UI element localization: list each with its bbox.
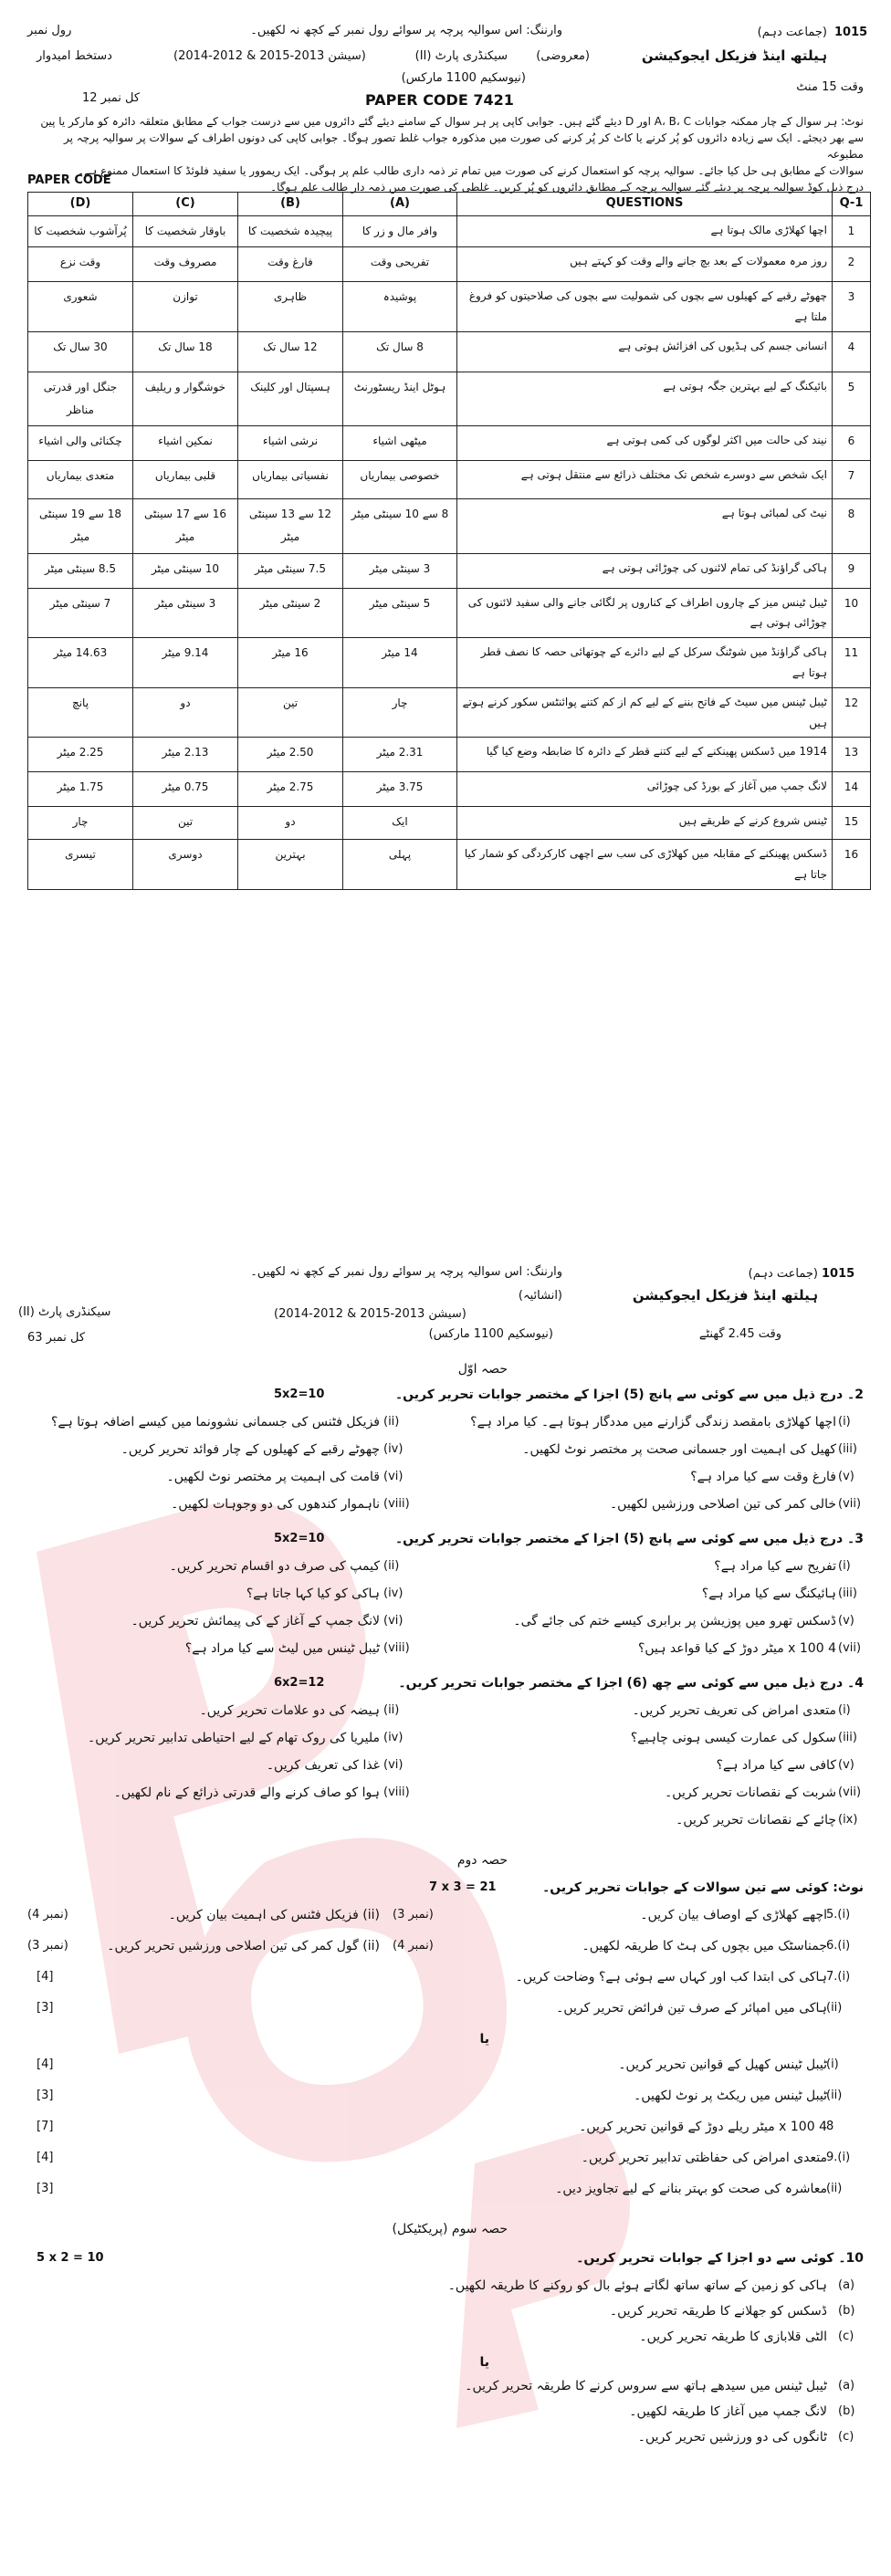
question-number: 12 <box>833 687 871 738</box>
q2-item-text: خالی کمر کی تین اصلاحی ورزشیں لکھیں۔ <box>609 1497 836 1512</box>
option-d: چکنائی والی اشیاء <box>28 426 133 461</box>
mcq-row <box>28 687 871 738</box>
q2-item-text: کھیل کی اہمیت اور جسمانی صحت پر مختصر نوٹ لکھیں۔ <box>522 1442 836 1457</box>
question-text: ٹیبل ٹینس میز کے چاروں اطراف کے کناروں پر لگائی جانے والی سفید لائنوں کی چوڑائی ہوتی ہے <box>457 588 833 638</box>
q4-item-number: (ix) <box>838 1813 858 1827</box>
paper1-code-small: PAPER CODE <box>27 173 111 187</box>
question-text: ایک شخص سے دوسرے شخص تک مختلف ذرائع سے منتقل ہوتی ہے <box>457 461 833 499</box>
q10-item-text: لانگ جمپ میں آغاز کا طریقہ لکھیں۔ <box>629 2404 827 2419</box>
q4-item-number: (v) <box>838 1758 854 1772</box>
q4-item-number: (iii) <box>838 1731 857 1744</box>
q3-item-text: ڈسکس تھرو میں پوزیشن پر برابری کیسے ختم کی جائے گی۔ <box>513 1614 836 1628</box>
q3-item-text: کیمپ کی صرف دو اقسام تحریر کریں۔ <box>169 1559 380 1574</box>
q3-item-number: (viii) <box>383 1641 410 1655</box>
mcq-header-row <box>28 193 871 216</box>
q3-item-number: (iv) <box>383 1586 404 1600</box>
question-text: انسانی جسم کی ہڈیوں کی افزائش ہوتی ہے <box>457 331 833 372</box>
q10-item-number: (b) <box>838 2304 855 2318</box>
question-number: 10 <box>833 588 871 638</box>
col-d-header: (D) <box>28 193 133 216</box>
option-b: نفسیاتی بیماریاں <box>238 461 343 499</box>
long-item-text: ہاکی میں امپائر کے صرف تین فرائض تحریر کریں۔ <box>556 2001 827 2016</box>
option-d: 7 سینٹی میٹر <box>28 588 133 638</box>
q3-item-number: (v) <box>838 1614 854 1628</box>
q4-item-text: ہوا کو صاف کرنے والے قدرتی ذرائع کے نام لکھیں۔ <box>113 1785 380 1800</box>
col-qnum-header: Q-1 <box>833 193 871 216</box>
q10-item-text: ٹانگوں کی دو ورزشیں تحریر کریں۔ <box>637 2430 827 2445</box>
q4-item-text: ملیریا کی روک تھام کے لیے احتیاطی تدابیر تحریر کریں۔ <box>87 1731 380 1745</box>
option-c: 10 سینٹی میٹر <box>133 553 238 588</box>
option-a: 8 سال تک <box>343 331 457 372</box>
paper1-marks: (نیوسکیم 1100 مارکس) <box>401 71 526 85</box>
long-item-text: اچھے کھلاڑی کے اوصاف بیان کریں۔ <box>640 1908 827 1922</box>
option-a: خصوصی بیماریاں <box>343 461 457 499</box>
long-item-number: (i) <box>826 2058 839 2071</box>
q3-item-text: ٹیبل ٹینس میں لیٹ سے کیا مراد ہے؟ <box>184 1641 380 1656</box>
long-item-marks-2: (4 نمبر) <box>27 1908 68 1922</box>
long-item-number: (ii) <box>826 2182 843 2195</box>
option-b: 16 میٹر <box>238 638 343 688</box>
q10-item-number: (b) <box>838 2404 855 2418</box>
paper1-code-label: PAPER CODE 7421 <box>365 91 514 109</box>
question-number: 2 <box>833 247 871 282</box>
long-note: نوٹ: کوئی سے تین سوالات کے جوابات تحریر کریں۔ <box>542 1880 864 1895</box>
option-b: 12 سے 13 سینٹی میٹر <box>238 499 343 553</box>
q2-item-text: ناہموار کندھوں کی دو وجوہات لکھیں۔ <box>171 1497 380 1512</box>
option-a: ہوٹل اینڈ ریسٹورنٹ <box>343 372 457 425</box>
option-c: 16 سے 17 سینٹی میٹر <box>133 499 238 553</box>
long-item-text: 4 x 100 میٹر ریلے دوڑ کے قوانین تحریر کریں۔ <box>579 2120 827 2134</box>
section-3-title: حصہ سوم (پریکٹیکل) <box>392 2222 508 2236</box>
option-a: پہلی <box>343 840 457 890</box>
long-item-marks: [3] <box>37 2182 54 2195</box>
option-b: 2.75 میٹر <box>238 772 343 807</box>
long-marks: 7 x 3 = 21 <box>429 1880 497 1894</box>
option-d: پُرآشوب شخصیت کا <box>28 216 133 247</box>
q10-item-text: ڈسکس کو جھلانے کا طریقہ تحریر کریں۔ <box>609 2304 827 2319</box>
mcq-row <box>28 840 871 890</box>
q2-item-text: اچھا کھلاڑی بامقصد زندگی گزارنے میں مددگار ہوتا ہے۔ کیا مراد ہے؟ <box>470 1415 836 1429</box>
question-text: ٹیبل ٹینس میں سیٹ کے فاتح بننے کے لیے کم از کم کتنے پوائنٹس سکور کرنے ہوتے ہیں <box>457 687 833 738</box>
mcq-row <box>28 331 871 372</box>
option-b: دو <box>238 807 343 840</box>
section-1-title: حصہ اوّل <box>457 1362 508 1377</box>
paper1-code: 1015 <box>834 26 868 39</box>
q3-item-text: 4 x 100 میٹر دوڑ کے کیا قواعد ہیں؟ <box>637 1641 836 1656</box>
option-c: مصروف وقت <box>133 247 238 282</box>
question-number: 11 <box>833 638 871 688</box>
long-item-marks: (4 نمبر) <box>393 1939 434 1953</box>
q2-item-number: (i) <box>838 1415 851 1429</box>
q3-item-text: لانگ جمپ کے آغاز کے کی پیمائش تحریر کریں۔ <box>131 1614 380 1628</box>
option-d: 30 سال تک <box>28 331 133 372</box>
q4-item-number: (iv) <box>383 1731 404 1744</box>
mcq-row <box>28 426 871 461</box>
question-number: 14 <box>833 772 871 807</box>
option-b: تین <box>238 687 343 738</box>
long-item-number: (ii) <box>826 2089 843 2102</box>
paper1-group: (معروضی) <box>536 49 590 63</box>
paper1-note-2: سے بھر دیجئے۔ ایک سے زیادہ دائروں کو پُر کرنے یا کاٹ کر پُر کرنے کی صورت میں مذکورہ جواب غلط تصور ہوگا۔ جوابی کاپی کی دونوں اطراف کے سوالات پر سوالیہ پرچہ پر مطبوعہ <box>63 131 864 161</box>
q2-item-number: (vi) <box>383 1470 404 1483</box>
option-c: 9.14 میٹر <box>133 638 238 688</box>
long-item-number: 8 <box>826 2120 834 2133</box>
option-c: قلبی بیماریاں <box>133 461 238 499</box>
q4-item-text: کافی سے کیا مراد ہے؟ <box>716 1758 836 1773</box>
question-number: 4 <box>833 331 871 372</box>
option-b: پیچیدہ شخصیت کا <box>238 216 343 247</box>
q4-item-text: شربت کے نقصانات تحریر کریں۔ <box>665 1785 836 1800</box>
option-c: نمکین اشیاء <box>133 426 238 461</box>
paper1-class: (جماعت دہم) <box>757 26 827 39</box>
option-a: 14 میٹر <box>343 638 457 688</box>
q10-item-text: ہاکی کو زمین کے ساتھ ساتھ لگاتے ہوئے بال کو روکنے کا طریقہ لکھیں۔ <box>447 2278 827 2293</box>
q4-title: 4۔ درج ذیل میں سے کوئی سے چھ (6) اجزا کے مختصر جوابات تحریر کریں۔ <box>398 1676 864 1691</box>
option-a: وافر مال و زر کا <box>343 216 457 247</box>
long-item-text: ٹیبل ٹینس کھیل کے قوانین تحریر کریں۔ <box>618 2058 827 2072</box>
question-text: نیٹ کی لمبائی ہوتا ہے <box>457 499 833 553</box>
long-item-text: ہاکی کی ابتدا کب اور کہاں سے ہوئی ہے؟ وضاحت کریں۔ <box>515 1970 827 1984</box>
mcq-row <box>28 499 871 553</box>
option-a: 3.75 میٹر <box>343 772 457 807</box>
paper2-class: (جماعت دہم) <box>748 1267 818 1281</box>
paper1-roll-label: رول نمبر <box>27 24 72 37</box>
paper2-subject: ہیلتھ اینڈ فزیکل ایجوکیشن <box>632 1287 818 1304</box>
paper2-group: (انشائیہ) <box>518 1289 562 1303</box>
option-d: 2.25 میٹر <box>28 738 133 772</box>
mcq-row <box>28 588 871 638</box>
question-text: اچھا کھلاڑی مالک ہوتا ہے <box>457 216 833 247</box>
option-b: نرشی اشیاء <box>238 426 343 461</box>
option-b: 2 سینٹی میٹر <box>238 588 343 638</box>
option-d: متعدی بیماریاں <box>28 461 133 499</box>
question-text: لانگ جمپ میں آغاز کے بورڈ کی چوڑائی <box>457 772 833 807</box>
q10-item-text: الٹی قلابازی کا طریقہ تحریر کریں۔ <box>639 2330 827 2344</box>
q2-item-text: فزیکل فٹنس کی جسمانی نشوونما میں کیسے اضافہ ہوتا ہے؟ <box>50 1415 380 1429</box>
q3-item-text: تفریح سے کیا مراد ہے؟ <box>714 1559 836 1574</box>
q4-item-text: ہیضہ کی دو علامات تحریر کریں۔ <box>199 1703 380 1718</box>
option-d: چار <box>28 807 133 840</box>
question-number: 1 <box>833 216 871 247</box>
long-item-number: 9.(i) <box>826 2151 851 2164</box>
mcq-row <box>28 553 871 588</box>
question-text: ڈسکس پھینکنے کے مقابلہ میں کھلاڑی کی سب سے اچھی کارکردگی کو شمار کیا جاتا ہے <box>457 840 833 890</box>
paper1-total: کل نمبر 12 <box>82 91 141 105</box>
question-text: ہاکی گراؤنڈ میں شوٹنگ سرکل کے لیے دائرے کے چوتھائی حصہ کا نصف قطر ہوتا ہے <box>457 638 833 688</box>
q4-item-text: سکول کی عمارت کیسی ہونی چاہیے؟ <box>630 1731 836 1745</box>
q2-title: 2۔ درج ذیل میں سے کوئی سے پانچ (5) اجزا کے مختصر جوابات تحریر کریں۔ <box>394 1387 864 1402</box>
question-number: 13 <box>833 738 871 772</box>
q4-item-number: (ii) <box>383 1703 400 1717</box>
long-item-marks-2: (3 نمبر) <box>27 1939 68 1953</box>
col-question-header: QUESTIONS <box>457 193 833 216</box>
option-a: 8 سے 10 سینٹی میٹر <box>343 499 457 553</box>
q10-item-number: (a) <box>838 2278 855 2292</box>
paper1-subject: ہیلتھ اینڈ فزیکل ایجوکیشن <box>641 47 827 64</box>
question-number: 7 <box>833 461 871 499</box>
option-a: 3 سینٹی میٹر <box>343 553 457 588</box>
q3-item-number: (i) <box>838 1559 851 1573</box>
option-b: ہسپتال اور کلینک <box>238 372 343 425</box>
long-item-number: (ii) <box>826 2001 843 2015</box>
paper1-time: وقت 15 منٹ <box>796 80 864 94</box>
q10-item-number: (c) <box>838 2430 854 2444</box>
question-text: ہاکی گراؤنڈ کی تمام لائنوں کی چوڑائی ہوتی ہے <box>457 553 833 588</box>
q2-item-number: (vii) <box>838 1497 862 1511</box>
option-a: 2.31 میٹر <box>343 738 457 772</box>
mcq-row <box>28 372 871 425</box>
question-text: نیند کی حالت میں اکثر لوگوں کی کمی ہوتی ہے <box>457 426 833 461</box>
option-b: 2.50 میٹر <box>238 738 343 772</box>
paper2-part: سیکنڈری پارٹ (II) <box>18 1305 111 1319</box>
mcq-row <box>28 461 871 499</box>
paper2-warning: وارننگ: اس سوالیہ پرچہ پر سوائے رول نمبر کے کچھ نہ لکھیں۔ <box>250 1265 562 1279</box>
long-item-number: 6.(i) <box>826 1939 851 1953</box>
mcq-row <box>28 638 871 688</box>
q2-marks: 5x2=10 <box>274 1387 325 1401</box>
long-item-text: جمناسٹک میں بچوں کی ہٹ کا طریقہ لکھیں۔ <box>582 1939 827 1953</box>
option-a: 5 سینٹی میٹر <box>343 588 457 638</box>
question-text: روز مرہ معمولات کے بعد بچ جانے والے وقت کو کہتے ہیں <box>457 247 833 282</box>
q4-marks: 6x2=12 <box>274 1676 325 1690</box>
option-d: 18 سے 19 سینٹی میٹر <box>28 499 133 553</box>
q4-item-text: متعدی امراض کی تعریف تحریر کریں۔ <box>632 1703 836 1718</box>
question-text: 1914 میں ڈسکس پھینکنے کے لیے کتنے قطر کے دائرہ کا ضابطہ وضع کیا گیا <box>457 738 833 772</box>
long-item-text-2: (ii) فزیکل فٹنس کی اہمیت بیان کریں۔ <box>168 1908 380 1922</box>
long-item-marks: [3] <box>37 2001 54 2015</box>
mcq-row <box>28 282 871 332</box>
paper1-note-1: نوٹ: ہر سوال کے چار ممکنہ جوابات A، B، C اور D دیئے گئے ہیں۔ جوابی کاپی پر ہر سوال کے سامنے دیئے گئے دائروں میں سے درست جواب کے مطابق متعلقہ دائرہ کو مارکر یا پین <box>40 115 864 128</box>
long-item-marks: [4] <box>37 1970 54 1984</box>
mcq-row <box>28 216 871 247</box>
question-number: 9 <box>833 553 871 588</box>
long-item-marks: [4] <box>37 2058 54 2071</box>
paper1-signature: دستخط امیدوار <box>37 49 112 63</box>
q2-item-text: چھوٹے رقبے کے کھیلوں کے چار فوائد تحریر کریں۔ <box>121 1442 380 1457</box>
option-d: شعوری <box>28 282 133 332</box>
q2-item-text: قامت کی اہمیت پر مختصر نوٹ لکھیں۔ <box>166 1470 380 1484</box>
q3-item-number: (ii) <box>383 1559 400 1573</box>
q10-marks: 5 x 2 = 10 <box>37 2251 104 2265</box>
q10-item-number: (c) <box>838 2330 854 2343</box>
paper1-note-4: درج ذیل کوڈ سوالیہ پرچہ پر دیئے گئے سوالیہ پرچہ کے مطابق دائروں کو پُر کریں۔ غلطی کی صورت میں ذمہ دار طالب علم ہوگا۔ <box>270 181 864 194</box>
option-c: 3 سینٹی میٹر <box>133 588 238 638</box>
question-text: ٹینس شروع کرنے کے طریقے ہیں <box>457 807 833 840</box>
section-2-title: حصہ دوم <box>456 1853 508 1868</box>
option-a: تفریحی وقت <box>343 247 457 282</box>
q2-item-number: (v) <box>838 1470 854 1483</box>
paper2-session: (سیشن 2013-2015 & 2012-2014) <box>274 1307 466 1321</box>
q4-item-number: (vii) <box>838 1785 862 1799</box>
option-d: 8.5 سینٹی میٹر <box>28 553 133 588</box>
option-c: 2.13 میٹر <box>133 738 238 772</box>
option-c: دو <box>133 687 238 738</box>
question-number: 8 <box>833 499 871 553</box>
q3-title: 3۔ درج ذیل میں سے کوئی سے پانچ (5) اجزا کے مختصر جوابات تحریر کریں۔ <box>394 1532 864 1546</box>
question-number: 16 <box>833 840 871 890</box>
option-d: 14.63 میٹر <box>28 638 133 688</box>
mcq-row <box>28 738 871 772</box>
long-item-number: 5.(i) <box>826 1908 851 1922</box>
or-separator: یا <box>479 2355 489 2370</box>
option-c: 18 سال تک <box>133 331 238 372</box>
long-item-marks: [3] <box>37 2089 54 2102</box>
paper1-part: سیکنڈری پارٹ (II) <box>414 49 508 63</box>
q2-item-number: (iv) <box>383 1442 404 1456</box>
q4-item-text: غذا کی تعریف کریں۔ <box>266 1758 380 1773</box>
long-item-text-2: (ii) گول کمر کی تین اصلاحی ورزشیں تحریر کریں۔ <box>107 1939 380 1953</box>
long-item-number: 7.(i) <box>826 1970 851 1984</box>
option-c: باوقار شخصیت کا <box>133 216 238 247</box>
option-b: بہترین <box>238 840 343 890</box>
long-item-marks: [4] <box>37 2151 54 2164</box>
q2-item-number: (ii) <box>383 1415 400 1429</box>
question-number: 5 <box>833 372 871 425</box>
option-d: تیسری <box>28 840 133 890</box>
long-item-text: ٹیبل ٹینس میں ریکٹ پر نوٹ لکھیں۔ <box>634 2089 827 2103</box>
col-a-header: (A) <box>343 193 457 216</box>
mcq-row <box>28 772 871 807</box>
q4-item-number: (vi) <box>383 1758 404 1772</box>
question-number: 15 <box>833 807 871 840</box>
question-text: چھوٹے رقبے کے کھیلوں سے بچوں کی شمولیت سے بچوں کی صلاحیتوں کو فروغ ملتا ہے <box>457 282 833 332</box>
q3-marks: 5x2=10 <box>274 1532 325 1545</box>
q4-item-number: (i) <box>838 1703 851 1717</box>
paper2-code: 1015 <box>822 1267 855 1281</box>
option-c: توازن <box>133 282 238 332</box>
q3-item-number: (vi) <box>383 1614 404 1628</box>
question-number: 3 <box>833 282 871 332</box>
q10-item-text: ٹیبل ٹینس میں سیدھے ہاتھ سے سروس کرنے کا طریقہ تحریر کریں۔ <box>465 2379 827 2393</box>
q3-item-number: (iii) <box>838 1586 857 1600</box>
q10-title: 10۔ کوئی سے دو اجزا کے جوابات تحریر کریں۔ <box>576 2251 864 2266</box>
col-b-header: (B) <box>238 193 343 216</box>
mcq-row <box>28 807 871 840</box>
option-a: پوشیدہ <box>343 282 457 332</box>
q2-item-text: فارغ وقت سے کیا مراد ہے؟ <box>690 1470 836 1484</box>
paper1-session: (سیشن 2013-2015 & 2012-2014) <box>173 49 366 63</box>
mcq-table <box>27 192 871 890</box>
paper2-marks: (نیوسکیم 1100 مارکس) <box>428 1327 553 1341</box>
or-separator: یا <box>479 2032 489 2047</box>
long-item-text: معاشرہ کی صحت کو بہتر بنانے کے لیے تجاویز دیں۔ <box>555 2182 827 2196</box>
long-item-text: متعدی امراض کی حفاظتی تدابیر تحریر کریں۔ <box>581 2151 827 2165</box>
paper2-total: کل نمبر 63 <box>27 1331 86 1345</box>
option-c: 0.75 میٹر <box>133 772 238 807</box>
option-d: 1.75 میٹر <box>28 772 133 807</box>
q10-item-number: (a) <box>838 2379 855 2393</box>
option-b: 12 سال تک <box>238 331 343 372</box>
option-b: فارغ وقت <box>238 247 343 282</box>
option-d: پانچ <box>28 687 133 738</box>
option-c: دوسری <box>133 840 238 890</box>
option-d: وقت نزع <box>28 247 133 282</box>
paper2-time: وقت 2.45 گھنٹے <box>698 1327 781 1341</box>
q2-item-number: (viii) <box>383 1497 410 1511</box>
long-item-marks: (3 نمبر) <box>393 1908 434 1922</box>
option-d: جنگل اور قدرتی مناظر <box>28 372 133 425</box>
q3-item-number: (vii) <box>838 1641 862 1655</box>
col-c-header: (C) <box>133 193 238 216</box>
option-b: 7.5 سینٹی میٹر <box>238 553 343 588</box>
option-a: چار <box>343 687 457 738</box>
q2-item-number: (iii) <box>838 1442 857 1456</box>
option-c: خوشگوار و ریلیف <box>133 372 238 425</box>
q3-item-text: ہائیکنگ سے کیا مراد ہے؟ <box>701 1586 836 1601</box>
q4-item-number: (viii) <box>383 1785 410 1799</box>
option-b: ظاہری <box>238 282 343 332</box>
question-text: بائیکنگ کے لیے بہترین جگہ ہوتی ہے <box>457 372 833 425</box>
paper1-warning: وارننگ: اس سوالیہ پرچہ پر سوائے رول نمبر کے کچھ نہ لکھیں۔ <box>250 24 562 37</box>
option-a: ایک <box>343 807 457 840</box>
long-item-marks: [7] <box>37 2120 54 2133</box>
option-c: تین <box>133 807 238 840</box>
q4-item-text: چائے کے نقصانات تحریر کریں۔ <box>676 1813 836 1827</box>
option-a: میٹھی اشیاء <box>343 426 457 461</box>
mcq-row <box>28 247 871 282</box>
question-number: 6 <box>833 426 871 461</box>
paper1-note-3: سوالات کے مطابق ہی حل کیا جائے۔ سوالیہ پرچہ کو استعمال کرنے کی صورت میں تمام تر ذمہ داری طالب علم پر ہوگی۔ ایک ریموور یا سفید فلوئڈ کا استعمال ممنوع ہے۔ <box>78 164 864 177</box>
q3-item-text: ہاکی کو کیا کہا جاتا ہے؟ <box>246 1586 380 1601</box>
